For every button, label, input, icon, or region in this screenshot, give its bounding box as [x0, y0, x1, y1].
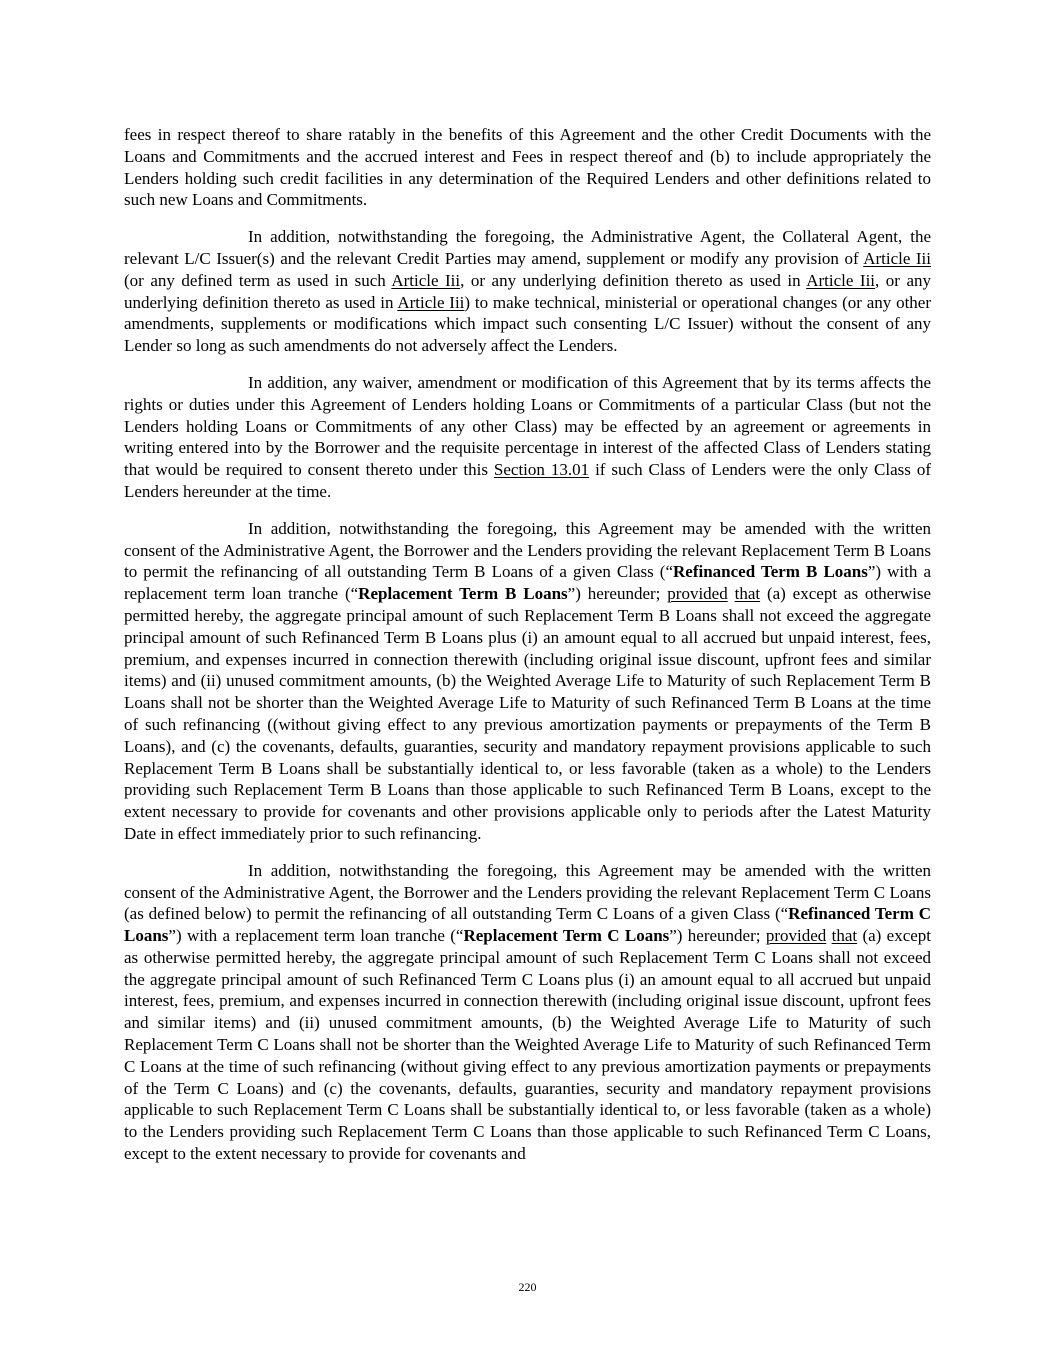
- paragraph-class-amendments: [124, 372, 931, 503]
- paragraph-text: In addition, notwithstanding the foregoing, this Agreement may be amended with the written consent of the Administrative Agent, the Borrower and the Lenders providing the relevant Replacement Term C Loans (as defined below) to permit the refinancing of all outstanding Term C Loans of a given Class (“: [124, 860, 931, 924]
- defined-term: Replacement Term B Loans: [358, 584, 568, 604]
- paragraph-text: , or any underlying definition thereto as used in: [124, 270, 931, 312]
- paragraph-continuation: [124, 124, 931, 211]
- paragraph-text: In addition, any waiver, amendment or modification of this Agreement that by its terms affects the rights or duties under this Agreement of Lenders holding Loans or Commitments of a particular Class (but not the Lenders holding Loans or Commitments of any other Class) may be effected by an agreement or agreements in writing entered into by the Borrower and the requisite percentage in interest of the affected Class of Lenders stating that would be required to consent thereto under this: [124, 372, 931, 480]
- paragraph-text: if such Class of Lenders were the only Class of Lenders hereunder at the time.: [124, 460, 931, 501]
- article-reference: Article Iii: [397, 292, 465, 312]
- proviso-term: that: [831, 926, 858, 946]
- defined-term: Replacement Term C Loans: [463, 926, 670, 946]
- paragraph-term-b-refinancing: [124, 518, 931, 845]
- section-reference: Section 13.01: [493, 460, 590, 480]
- paragraph-text: ) to make technical, ministerial or operational changes (or any other amendments, supplements or modifications which impact such consenting L/C Issuer) without the consent of any Lender so long as such amendments do not adversely affect the Lenders.: [124, 292, 932, 356]
- paragraph-text: (a) except as otherwise permitted hereby, the aggregate principal amount of such Replacement Term B Loans shall not exceed the aggregate principal amount of such Refinanced Term B Loans plus (i) an amount equal to all accrued but unpaid interest, fees, premium, and expenses incurred in connection therewith (including original issue discount, upfront fees and similar items) and (ii) unused commitment amounts, (b) the Weighted Average Life to Maturity of such Replacement Term B Loans shall not be shorter than the Weighted Average Life to Maturity of such Refinanced Term B Loans at the time of such refinancing ((without giving effect to any previous amortization payments or prepayments of the Term B Loans), and (c) the covenants, defaults, guaranties, security and mandatory repayment provisions applicable to such Replacement Term B Loans shall be substantially identical to, or less favorable (taken as a whole) to the Lenders providing such Replacement Term B Loans than those applicable to such Refinanced Term B Loans, except to the extent necessary to provide for covenants and other provisions applicable only to periods after the Latest Maturity Date in effect immediately prior to such refinancing.: [124, 584, 932, 843]
- paragraph-text: fees in respect thereof to share ratably in the benefits of this Agreement and the other Credit Documents with the Loans and Commitments and the accrued interest and Fees in respect thereof and (b) to include appropriately the Lenders holding such credit facilities in any determination of the Required Lenders and other definitions related to such new Loans and Commitments.: [124, 125, 931, 210]
- paragraph-text: [728, 584, 735, 603]
- paragraph-text: ”) hereunder;: [669, 926, 766, 946]
- proviso-term: that: [734, 584, 761, 604]
- proviso-term: provided: [765, 926, 827, 946]
- paragraph-text: ”) hereunder;: [567, 584, 668, 604]
- paragraph-text: (a) except as otherwise permitted hereby, the aggregate principal amount of such Replacement Term C Loans shall not exceed the aggregate principal amount of such Refinanced Term C Loans plus (i) an amount equal to all accrued but unpaid interest, fees, premium, and expenses incurred in connection therewith (including original issue discount, upfront fees and similar items) and (ii) unused commitment amounts, (b) the Weighted Average Life to Maturity of such Replacement Term C Loans shall not be shorter than the Weighted Average Life to Maturity of such Refinanced Term C Loans at the time of such refinancing (without giving effect to any previous amortization payments or prepayments of the Term C Loans) and (c) the covenants, defaults, guaranties, security and mandatory repayment provisions applicable to such Replacement Term C Loans shall be substantially identical to, or less favorable (taken as a whole) to the Lenders providing such Replacement Term C Loans than those applicable to such Refinanced Term C Loans, except to the extent necessary to provide for covenants and: [124, 926, 932, 1164]
- document-page: [124, 124, 931, 1180]
- paragraph-text: (or any defined term as used in such: [124, 270, 392, 290]
- page-number: 220: [518, 1280, 537, 1294]
- paragraph-lc-issuer-amendments: [124, 226, 931, 357]
- paragraph-text: , or any underlying definition thereto as used in: [460, 270, 807, 290]
- paragraph-text: In addition, notwithstanding the foregoing, this Agreement may be amended with the written consent of the Administrative Agent, the Borrower and the Lenders providing the relevant Replacement Term B Loans to permit the refinancing of all outstanding Term B Loans of a given Class (“: [124, 518, 931, 582]
- paragraph-text: In addition, notwithstanding the foregoing, the Administrative Agent, the Collateral Agent, the relevant L/C Issuer(s) and the relevant Credit Parties may amend, supplement or modify any provision of: [124, 227, 931, 268]
- paragraph-text: ”) with a replacement term loan tranche (“: [168, 926, 464, 946]
- paragraph-term-c-refinancing: [124, 860, 931, 1165]
- defined-term: Refinanced Term C Loans: [124, 904, 932, 946]
- proviso-term: provided: [667, 584, 728, 604]
- paragraph-text: ”) with a replacement term loan tranche (“: [124, 562, 931, 604]
- article-reference: Article Iii: [806, 270, 876, 290]
- article-reference: Article Iii: [391, 270, 461, 290]
- defined-term: Refinanced Term B Loans: [673, 562, 868, 582]
- article-reference: Article Iii: [863, 248, 932, 268]
